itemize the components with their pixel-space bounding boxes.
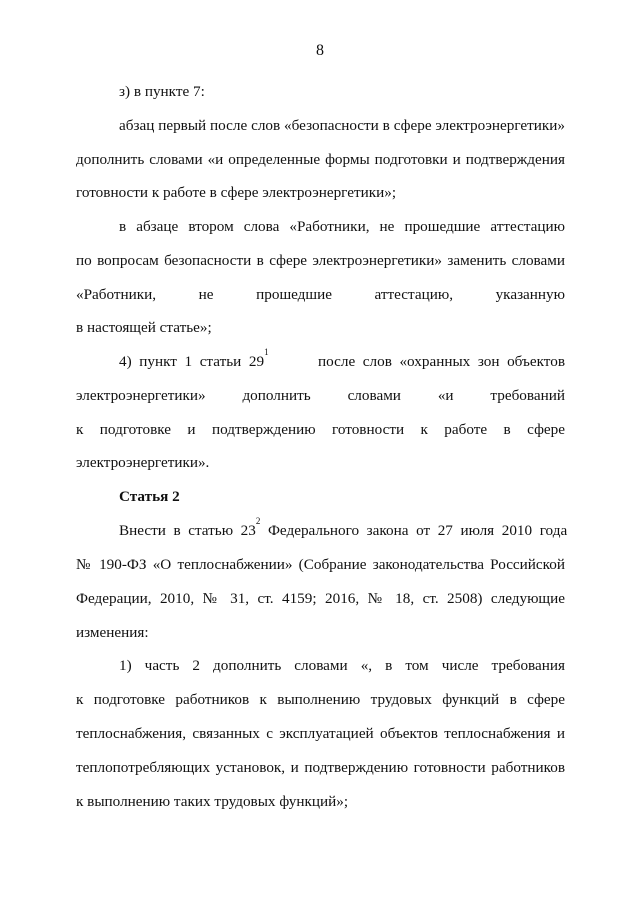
text-line-6: по вопросам безопасности в сфере электроэнергетики» заменить словами <box>76 252 565 269</box>
text-line-8: в настоящей статье»; <box>76 319 212 336</box>
text-line-9-part-b: после слов «охранных зон объектов <box>310 353 565 370</box>
superscript-2: 2 <box>255 516 261 526</box>
text-line-10: электроэнергетики» дополнить словами «и требований <box>76 387 565 404</box>
text-line-9 <box>119 347 565 372</box>
text-line-14-part-a: Внести в статью 23 <box>119 522 256 539</box>
text-line-21: теплопотребляющих установок, и подтверждению готовности работников <box>76 759 565 776</box>
text-line-11: к подготовке и подтверждению готовности к работе в сфере <box>76 421 565 438</box>
text-line-14 <box>119 516 568 541</box>
text-line-4: готовности к работе в сфере электроэнергетики»; <box>76 184 397 201</box>
text-line-18: 1) часть 2 дополнить словами «, в том числе требования <box>119 657 565 674</box>
text-line-17: изменения: <box>76 624 149 641</box>
text-line-19: к подготовке работников к выполнению трудовых функций в сфере <box>76 691 565 708</box>
text-line-1: з) в пункте 7: <box>119 83 205 100</box>
superscript-1: 1 <box>264 347 269 357</box>
text-line-9-part-a: 4) пункт 1 статьи 29 <box>119 353 265 370</box>
text-line-12: электроэнергетики». <box>76 454 210 471</box>
text-line-15: № 190-ФЗ «О теплоснабжении» (Собрание законодательства Российской <box>76 556 565 573</box>
text-line-20: теплоснабжения, связанных с эксплуатацией объектов теплоснабжения и <box>76 725 565 742</box>
text-line-2: абзац первый после слов «безопасности в сфере электроэнергетики» <box>119 117 565 134</box>
text-line-22: к выполнению таких трудовых функций»; <box>76 793 349 810</box>
page-number: 8 <box>316 42 324 59</box>
text-line-7: «Работники, не прошедшие аттестацию, указанную <box>76 286 565 303</box>
text-line-14-part-b: Федерального закона от 27 июля 2010 года <box>260 522 568 539</box>
article-heading: Статья 2 <box>119 488 180 505</box>
text-line-3: дополнить словами «и определенные формы подготовки и подтверждения <box>76 151 565 168</box>
text-line-16: Федерации, 2010, № 31, ст. 4159; 2016, № 18, ст. 2508) следующие <box>76 590 565 607</box>
text-line-5: в абзаце втором слова «Работники, не прошедшие аттестацию <box>119 218 565 235</box>
